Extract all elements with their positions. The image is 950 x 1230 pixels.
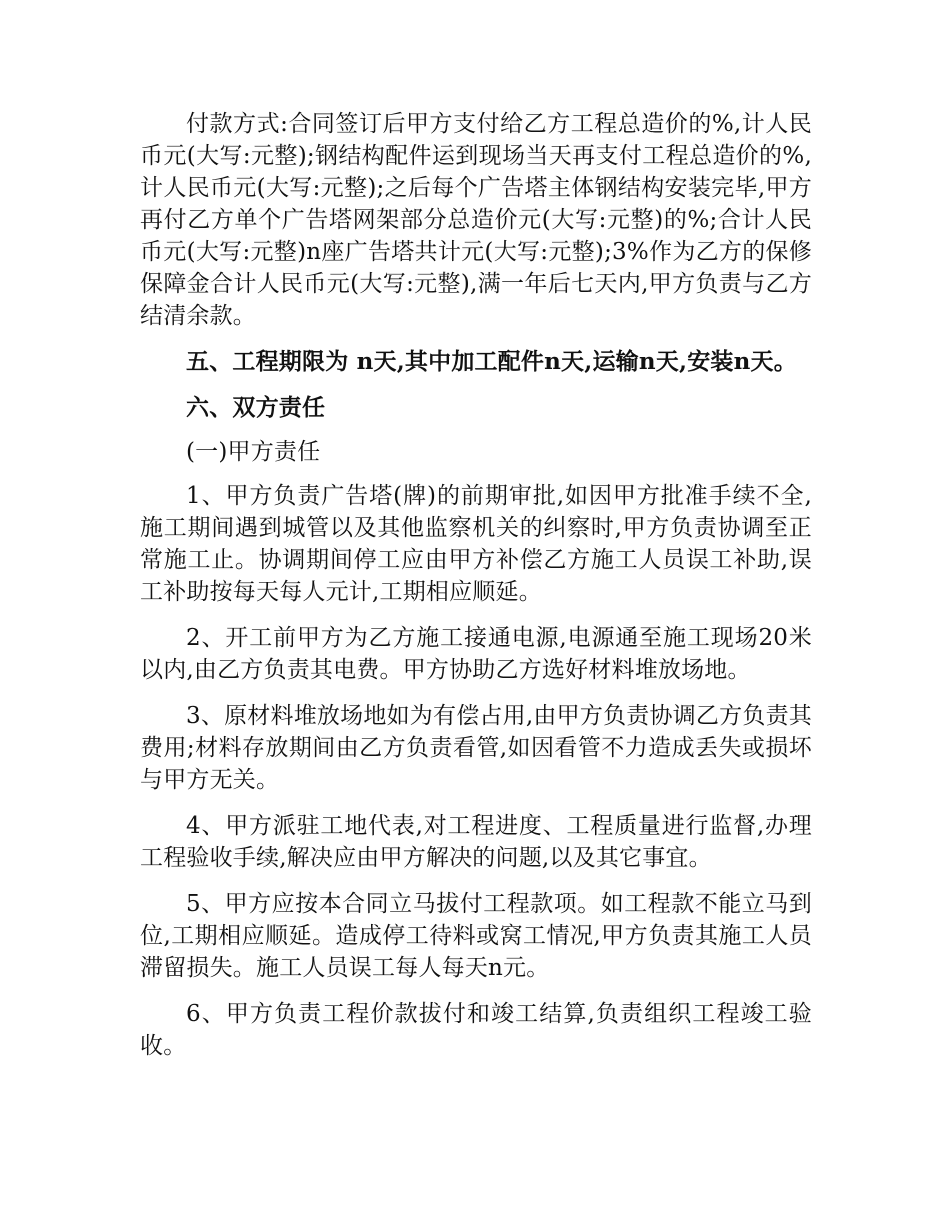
party-a-item-5: 5、甲方应按本合同立马拔付工程款项。如工程款不能立马到位,工期相应顺延。造成停工待料或窝工情况,甲方负责其施工人员滞留损失。施工人员误工每人每天n元。 — [140, 891, 812, 981]
party-a-item-4: 4、甲方派驻工地代表,对工程进度、工程质量进行监督,办理工程验收手续,解决应由甲方解决的问题,以及其它事宜。 — [140, 813, 812, 871]
payment-terms-paragraph: 付款方式:合同签订后甲方支付给乙方工程总造价的%,计人民币元(大写:元整);钢结构配件运到现场当天再支付工程总造价的%,计人民币元(大写:元整);之后每个广告塔主体钢结构安装完毕,甲方再付乙方单个广告塔网架部分总造价元(大写:元整)的%;合计人民币元(大写:元整)n座广告塔共计元(大写:元整);3%作为乙方的保修保障金合计人民币元(大写:元整),满一年后七天内,甲方负责与乙方结清余款。 — [140, 111, 812, 329]
contract-page — [140, 108, 812, 1076]
party-a-item-3: 3、原材料堆放场地如为有偿占用,由甲方负责协调乙方负责其费用;材料存放期间由乙方负责看管,如因看管不力造成丢失或损坏与甲方无关。 — [140, 703, 812, 793]
section-6-heading: 六、双方责任 — [186, 394, 326, 421]
section-5-heading: 五、工程期限为 n天,其中加工配件n天,运输n天,安装n天。 — [186, 348, 797, 375]
party-a-item-2: 2、开工前甲方为乙方施工接通电源,电源通至施工现场20米以内,由乙方负责其电费。甲方协助乙方选好材料堆放场地。 — [140, 625, 812, 683]
party-a-item-6: 6、甲方负责工程价款拔付和竣工结算,负责组织工程竣工验收。 — [140, 1001, 812, 1059]
party-a-item-1: 1、甲方负责广告塔(牌)的前期审批,如因甲方批准手续不全,施工期间遇到城管以及其他监察机关的纠察时,甲方负责协调至正常施工止。协调期间停工应由甲方补偿乙方施工人员误工补助,误工补助按每天每人元计,工期相应顺延。 — [140, 483, 812, 605]
subsection-party-a-heading: (一)甲方责任 — [186, 439, 321, 465]
